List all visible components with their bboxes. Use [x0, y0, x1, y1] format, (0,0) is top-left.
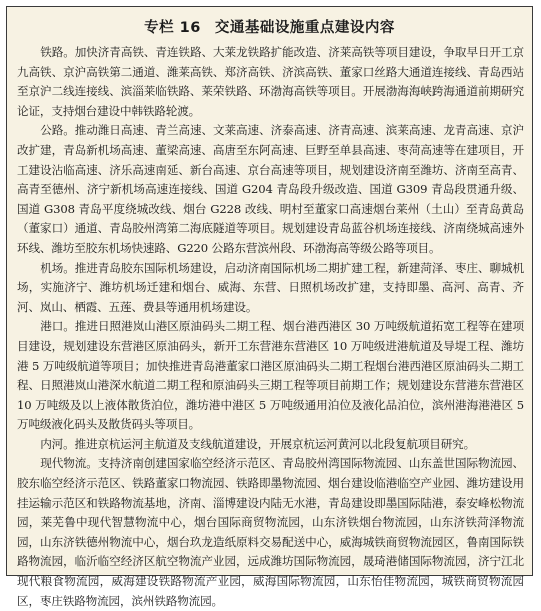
box-title [7, 16, 532, 37]
paragraph-inland-waterway: 内河。推进京杭运河主航道及支线航道建设，开展京杭运河黄河以北段复航项目研究。 [40, 436, 476, 451]
box-title-text: 交通基础设施重点建设内容 [214, 20, 395, 36]
paragraph-highway: 公路。推动潍日高速、青兰高速、文莱高速、济泰高速、济青高速、滨莱高速、龙青高速、京沪改扩建，青岛新机场高速、董梁高速、高唐至东阿高速、巨野至单县高速、枣菏高速等在建项目，开工建设沾临高速、济乐高速南延、新台高速、京台高速等项目，规划建设济南至潍坊、济南至高青、高青至德州、济宁新机场高速连接线、国道 G204 青岛段升级改造、国道 G309 青岛段贯通升级、国道 G308 青岛平度绕城改线、烟台 G228 改线、明村至董家口高速烟台莱州（土山）至青岛黄岛（董家口）通道、青岛胶州湾第二海底隧道等项目。规划建设青岛蓝谷机场连接线、济南绕城高速外环线、潍坊至胶东机场快速路、G220 公路东营滨州段、环渤海高等级公路等项目。 [17, 123, 524, 255]
box-body [7, 43, 532, 611]
paragraph-railway: 铁路。加快济青高铁、青连铁路、大莱龙铁路扩能改造、济莱高铁等项目建设，争取早日开工京九高铁、京沪高铁第二通道、潍莱高铁、郑济高铁、济滨高铁、董家口丝路大通道连接线、青岛西站至京沪二线连接线、滨淄莱临铁路、莱荣铁路、环渤海高铁等项目。开展渤海海峡跨海通道前期研究论证，支持烟台建设中韩铁路轮渡。 [17, 45, 524, 118]
box-title-prefix: 专栏 16 [144, 20, 201, 36]
column-box [6, 6, 533, 608]
paragraph-logistics: 现代物流。支持济南创建国家临空经济示范区、青岛胶州湾国际物流园、山东盖世国际物流园、胶东临空经济示范区、铁路董家口物流园、铁路即墨物流园、烟台建设临港临空产业园、潍坊建设用挂运输示范区和铁路物流基地，济南、淄博建设内陆无水港，青岛建设即墨国际陆港，泰安峰松物流园，莱芜鲁中现代智慧物流中心，烟台国际商贸物流园，山东济铁烟台物流园，山东济铁菏泽物流园，山东济铁德州物流中心，烟台玖龙造纸原料交易配送中心，威海城铁商贸物流园区，鲁南国际铁路物流园，临沂临空经济区航空物流产业园，远成潍坊国际物流园，晟琦港储国际物流园，济宁江北现代粮食物流园，威海建设铁路物流产业园，威海国际物流园，山东怡佳物流园，城铁商贸物流园区，枣庄铁路物流园，滨州铁路物流园。 [17, 456, 524, 608]
paragraph-airport: 机场。推进青岛胶东国际机场建设，启动济南国际机场二期扩建工程，新建菏泽、枣庄、聊城机场，实施济宁、潍坊机场迁建和烟台、威海、东营、日照机场改扩建，支持即墨、高河、高青、齐河、岚山、栖霞、五莲、费县等通用机场建设。 [17, 260, 524, 314]
paragraph-port: 港口。推进日照港岚山港区原油码头二期工程、烟台港西港区 30 万吨级航道拓宽工程等在建项目建设，规划建设东营港区原油码头，新开工东营港东营港区 10 万吨级进港航道及导堤工程、潍坊港 5 万吨级航道等项目；加快推进青岛港董家口港区原油码头二期工程烟台港西港区原油码头二期工程、日照港岚山港深水航道二期工程和原油码头三期工程等项目前期工作；规划建设东营港东营港区 10 万吨级及以上液体散货泊位，潍坊港中港区 5 万吨级通用泊位及液化品泊位，滨州港海港港区 5 万吨级液化码头及散货码头等项目。 [17, 319, 524, 432]
